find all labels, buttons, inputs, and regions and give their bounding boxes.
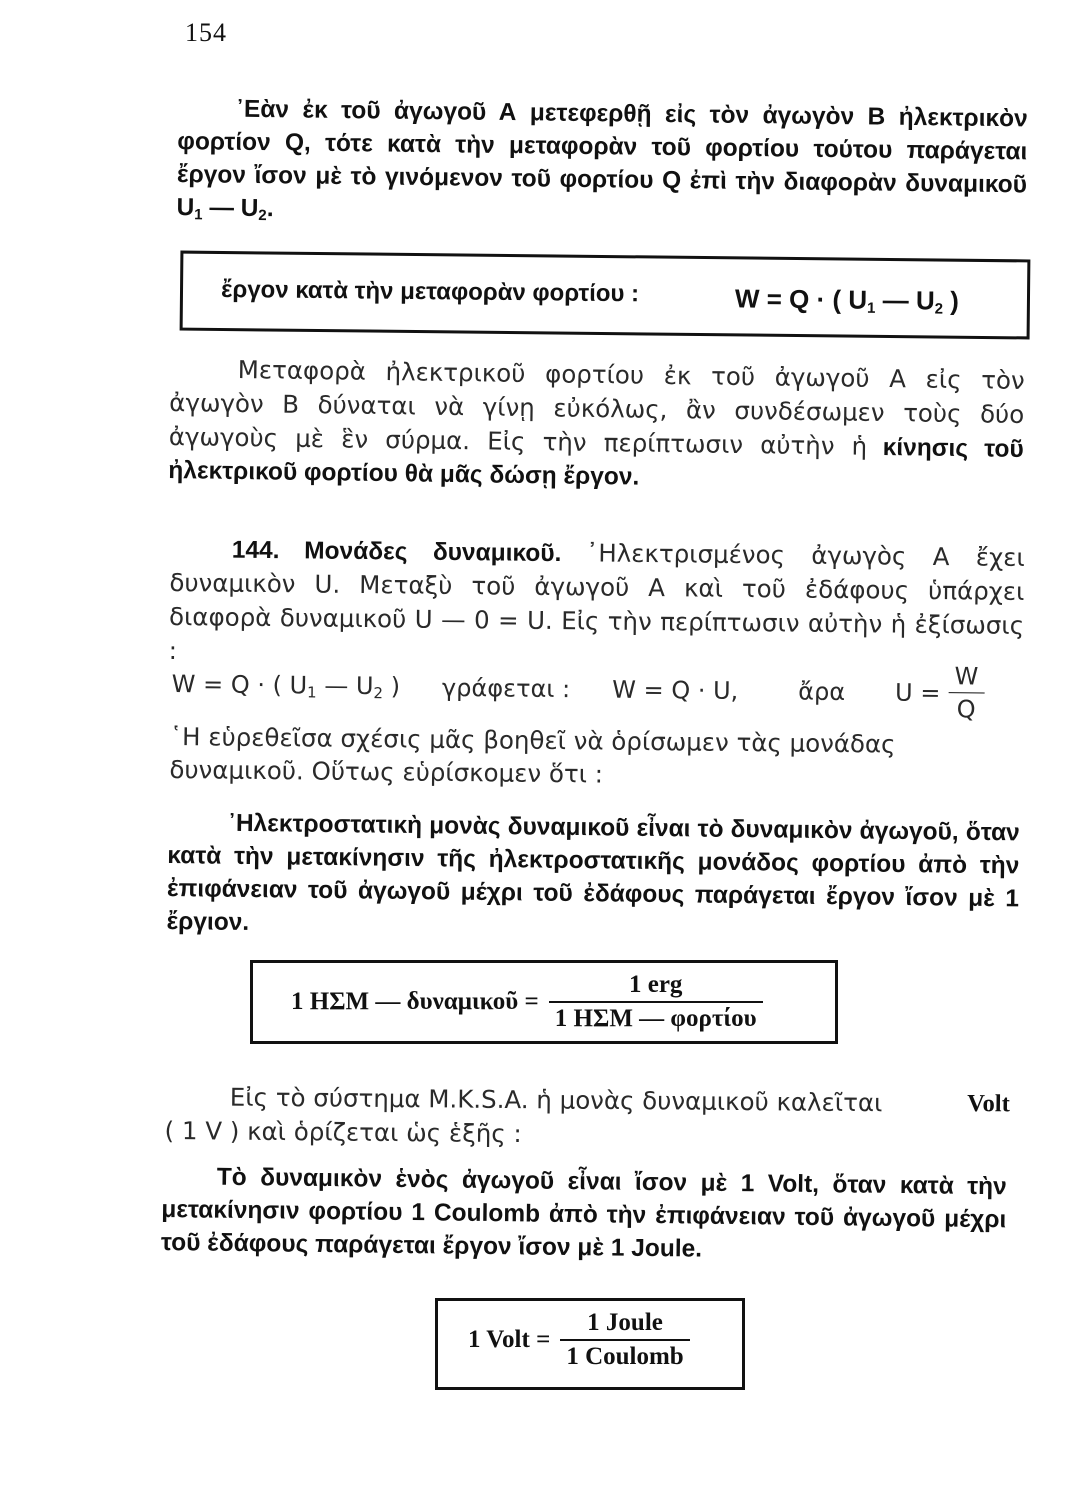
- esu-formula-lhs: 1 ΗΣΜ — δυναμικοῦ =: [291, 988, 539, 1015]
- work-formula-box: [180, 251, 1031, 340]
- transfer-bold-text: κίνησις τοῦ ἠλεκτρικοῦ φορτίου θὰ μᾶς δώσῃ ἔργον.: [168, 433, 1024, 491]
- section-text: ᾽Ηλεκτρισμένος ἀγωγὸς Α ἔχει δυναμικὸν U. Μεταξὺ τοῦ ἀγωγοῦ Α καὶ τοῦ ἐδάφους ὑπάρχει διαφορὰ δυναμικοῦ U — 0 = U. Εἰς τὴν περίπτωσιν αὐτὴν ἡ ἐξίσωσις :: [168, 538, 1025, 666]
- intro-paragraph: ᾽Εὰν ἐκ τοῦ ἀγωγοῦ Α μετεφερθῇ εἰς τὸν ἀγωγὸν Β ἠλεκτρικὸν φορτίον Q, τότε κατὰ τὴν μεταφορὰν τοῦ φορτίου τούτου παράγεται ἔργον ἴσον μὲ τὸ γινόμενον τοῦ φορτίου Q ἐπὶ τὴν διαφορὰν δυναμικοῦ $U_1$ — $U_2$.: [176, 95, 1028, 225]
- esu-formula-box: [250, 960, 838, 1044]
- work-formula: W = Q · ( $U_1$ — $U_2$ ): [734, 283, 960, 318]
- transfer-text: Μεταφορὰ ἠλεκτρικοῦ φορτίου ἐκ τοῦ ἀγωγοῦ Α εἰς τὸν ἀγωγὸν Β δύναται νὰ γίνῃ εὐκόλως, ἂν συνδέσωμεν τοὺς δύο ἀγωγοὺς μὲ ἓν σύρμα. Εἰς τὴν περίπτωσιν αὐτὴν ἡ: [168, 354, 1025, 461]
- esu-formula-fraction: $\frac{\text{1 erg}}{\text{1 ΗΣΜ — φορτίου}}$: [549, 971, 763, 1033]
- section-number: 144.: [231, 536, 280, 565]
- page-number: 154: [185, 18, 227, 47]
- relation-paragraph: ῾Η εὑρεθεῖσα σχέσις μᾶς βοηθεῖ νὰ ὁρίσωμεν τὰς μονάδας δυναμικοῦ. Οὕτως εὑρίσκομεν ὅτι :: [169, 721, 896, 789]
- volt-formula-lhs: 1 Volt =: [468, 1326, 551, 1353]
- volt-formula-box: [435, 1298, 745, 1390]
- volt-definition: Τὸ δυναμικὸν ἑνὸς ἀγωγοῦ εἶναι ἴσον μὲ 1 Volt, ὅταν κατὰ τὴν μετακίνησιν φορτίου 1 Coulomb ἀπὸ τὴν ἐπιφάνειαν τοῦ ἀγωγοῦ μέχρι τοῦ ἐδάφους παράγεται ἔργον ἴσον μὲ 1 Joule.: [160, 1163, 1007, 1263]
- equation-written: γράφεται :: [441, 673, 571, 703]
- equation-fraction: $\frac{W}{Q}$: [948, 662, 984, 723]
- equation-u: U =: [894, 678, 941, 707]
- equation-therefore: ἄρα: [798, 677, 846, 706]
- mksa-volt: Volt: [967, 1090, 1010, 1118]
- work-formula-label: ἔργον κατὰ τὴν μεταφορὰν φορτίου :: [220, 275, 640, 308]
- mksa-paragraph: [164, 1080, 1010, 1155]
- transfer-paragraph: [168, 352, 1025, 499]
- esu-definition: ᾽Ηλεκτροστατικὴ μονὰς δυναμικοῦ εἶναι τὸ δυναμικὸν ἀγωγοῦ, ὅταν κατὰ τὴν μετακίνησιν τῆς ἠλεκτροστατικῆς μονάδος φορτίου ἀπὸ τὴν ἐπιφάνειαν τοῦ ἀγωγοῦ μέχρι τοῦ ἐδάφους παράγεται ἔργον ἴσον μὲ 1 ἔργιον.: [166, 809, 1020, 936]
- intro-u1: $U_1$: [176, 193, 203, 224]
- volt-formula-fraction: $\frac{\text{1 Joule}}{\text{1 Coulomb}}$: [560, 1309, 689, 1371]
- mksa-text: Εἰς τὸ σύστημα M.K.S.A. ἡ μονὰς δυναμικοῦ καλεῖται: [229, 1082, 883, 1118]
- mksa-text-2: ( 1 V ) καὶ ὁρίζεται ὡς ἑξῆς :: [164, 1115, 522, 1149]
- equation-line: [171, 654, 1022, 724]
- intro-text: ᾽Εὰν ἐκ τοῦ ἀγωγοῦ Α μετεφερθῇ εἰς τὸν ἀγωγὸν Β ἠλεκτρικὸν φορτίον Q, τότε κατὰ τὴν μεταφορὰν τοῦ φορτίου τούτου παράγεται ἔργον ἴσον μὲ τὸ γινόμενον τοῦ φορτίου Q ἐπὶ τὴν διαφορὰν δυναμικοῦ: [176, 95, 1028, 199]
- equation-work: W = Q · ( $U_1$ — $U_2$ ): [171, 669, 401, 702]
- intro-u2: — $U_2$: [202, 194, 267, 225]
- section-title: Μονάδες δυναμικοῦ.: [304, 537, 562, 568]
- equation-simplified: W = Q · U,: [612, 675, 739, 705]
